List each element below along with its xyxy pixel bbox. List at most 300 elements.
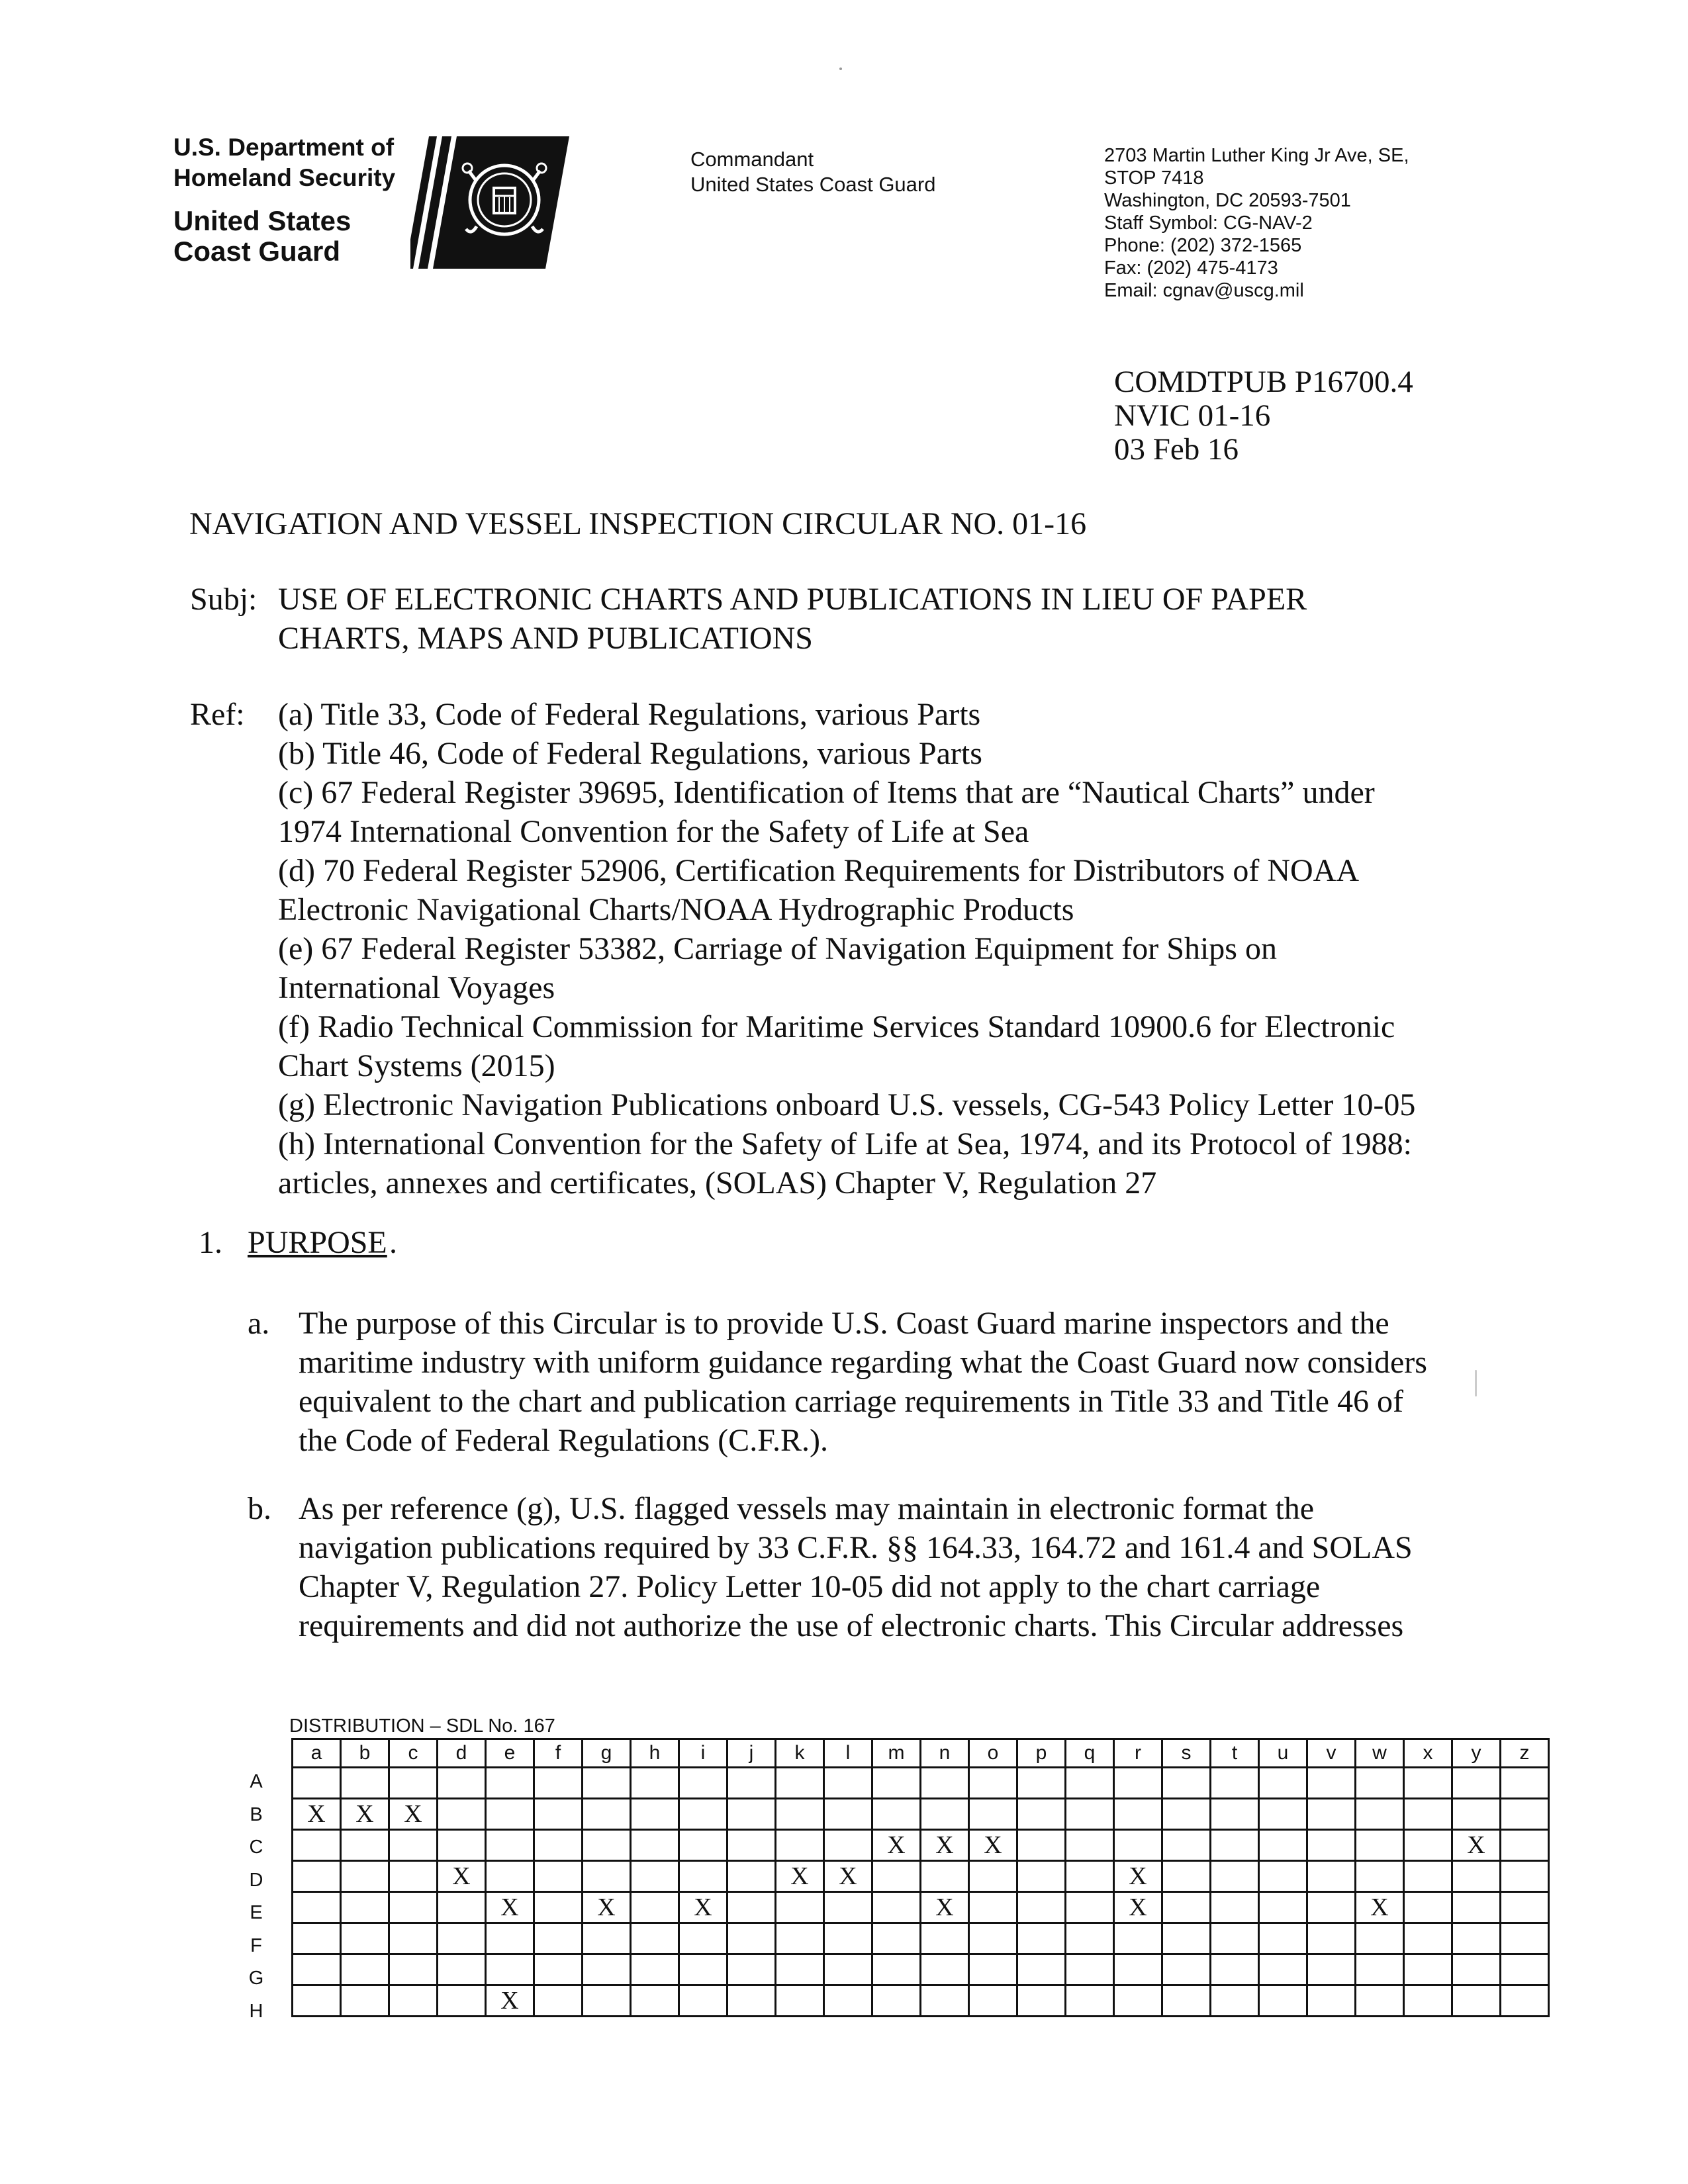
distribution-cell [1114,1954,1162,1985]
circular-title: NAVIGATION AND VESSEL INSPECTION CIRCULAR NO. 01-16 [189,506,1087,541]
distribution-cell [1501,1799,1549,1830]
distribution-cell [969,1923,1017,1954]
distribution-cell [486,1799,534,1830]
paragraph-line: Chapter V, Regulation 27. Policy Letter 10-05 did not apply to the chart carriage [299,1569,1321,1604]
distribution-column-v: v [1307,1739,1356,1768]
address-line: Staff Symbol: CG-NAV-2 [1104,212,1313,234]
distribution-cell [341,1830,389,1861]
distribution-cell: X [679,1892,727,1923]
paragraph-line: navigation publications required by 33 C.F.R. §§ 164.33, 164.72 and 161.4 and SOLAS [299,1530,1413,1565]
agency-line2: Homeland Security [173,164,396,191]
distribution-cell [438,1892,486,1923]
nvic-number: NVIC 01-16 [1114,398,1271,433]
reference-item [278,773,1496,851]
distribution-cell [824,1768,872,1799]
distribution-cell [389,1985,438,2017]
distribution-cell [1017,1830,1066,1861]
distribution-cell [824,1985,872,2017]
distribution-column-n: n [921,1739,969,1768]
reference-line: (g) Electronic Navigation Publications onboard U.S. vessels, CG-543 Policy Letter 10-05 [278,1087,1416,1122]
reference-line: International Voyages [278,970,555,1005]
distribution-cell [438,1985,486,2017]
distribution-cell [1162,1923,1211,1954]
distribution-row-C [293,1830,1549,1861]
distribution-cell [486,1954,534,1985]
distribution-column-e: e [486,1739,534,1768]
distribution-cell [1259,1954,1307,1985]
distribution-cell: X [389,1799,438,1830]
distribution-cell [534,1985,583,2017]
distribution-cell [486,1861,534,1892]
distribution-column-s: s [1162,1739,1211,1768]
distribution-cell [583,1768,631,1799]
distribution-row-label: B [250,1803,263,1825]
distribution-cell [1404,1830,1452,1861]
distribution-column-r: r [1114,1739,1162,1768]
distribution-cell [1356,1861,1404,1892]
distribution-column-u: u [1259,1739,1307,1768]
distribution-column-t: t [1211,1739,1259,1768]
distribution-row-B [293,1799,1549,1830]
distribution-column-o: o [969,1739,1017,1768]
distribution-cell [583,1830,631,1861]
distribution-column-x: x [1404,1739,1452,1768]
reference-line: (h) International Convention for the Safety of Life at Sea, 1974, and its Protocol of 1988: [278,1126,1412,1161]
reference-item [278,929,1496,1007]
distribution-cell [679,1830,727,1861]
distribution-cell [1356,1985,1404,2017]
distribution-cell [1307,1830,1356,1861]
distribution-row-label: C [249,1837,263,1858]
distribution-cell [1259,1923,1307,1954]
references-label: Ref: [190,697,245,732]
distribution-cell [1501,1923,1549,1954]
distribution-cell [1259,1768,1307,1799]
distribution-cell [389,1892,438,1923]
distribution-cell [1162,1830,1211,1861]
distribution-cell [872,1892,921,1923]
distribution-cell [631,1799,679,1830]
coast-guard-logo [410,136,569,269]
reference-line: (f) Radio Technical Commission for Maritime Services Standard 10900.6 for Electronic [278,1009,1395,1044]
distribution-cell: X [1356,1892,1404,1923]
distribution-cell [1114,1830,1162,1861]
address-line: Phone: (202) 372-1565 [1104,235,1302,256]
distribution-cell [1211,1830,1259,1861]
reference-item [278,1085,1496,1124]
distribution-cell [679,1861,727,1892]
service-line1: United States [173,205,352,236]
distribution-cell [1307,1799,1356,1830]
paragraph-line: maritime industry with uniform guidance regarding what the Coast Guard now considers [299,1345,1427,1380]
distribution-cell [293,1830,341,1861]
section-heading-period: . [389,1225,397,1260]
distribution-cell [583,1799,631,1830]
distribution-column-p: p [1017,1739,1066,1768]
distribution-cell [1501,1954,1549,1985]
distribution-cell [872,1985,921,2017]
distribution-cell: X [341,1799,389,1830]
distribution-cell [1307,1923,1356,1954]
subject-label: Subj: [190,582,258,617]
distribution-cell [1501,1861,1549,1892]
distribution-column-m: m [872,1739,921,1768]
comdtpub-number: COMDTPUB P16700.4 [1114,365,1413,399]
distribution-cell [1452,1768,1501,1799]
distribution-cell [727,1768,776,1799]
distribution-cell [969,1892,1017,1923]
distribution-cell [583,1861,631,1892]
references-list [278,695,1496,1203]
distribution-cell [1017,1985,1066,2017]
paragraph-a-label: a. [248,1306,270,1341]
distribution-cell [1404,1985,1452,2017]
distribution-cell [921,1768,969,1799]
address-block [1104,144,1409,302]
address-line: STOP 7418 [1104,167,1204,189]
distribution-cell [293,1923,341,1954]
reference-item [278,734,1496,773]
distribution-cell [1114,1799,1162,1830]
distribution-cell [1404,1892,1452,1923]
distribution-cell [534,1768,583,1799]
distribution-cell [341,1892,389,1923]
distribution-cell: X [1114,1892,1162,1923]
distribution-row-A [293,1768,1549,1799]
distribution-cell [1017,1799,1066,1830]
distribution-cell [583,1954,631,1985]
reference-line: (b) Title 46, Code of Federal Regulations, various Parts [278,736,982,771]
distribution-cell [631,1830,679,1861]
distribution-cell [824,1799,872,1830]
distribution-cell [776,1985,824,2017]
distribution-cell [969,1861,1017,1892]
publication-info [1114,365,1413,467]
distribution-cell [1211,1892,1259,1923]
distribution-cell [679,1799,727,1830]
distribution-cell [534,1861,583,1892]
distribution-cell [534,1830,583,1861]
reference-line: Chart Systems (2015) [278,1048,555,1083]
distribution-cell [1307,1954,1356,1985]
distribution-cell [1211,1768,1259,1799]
distribution-cell: X [776,1861,824,1892]
distribution-cell [824,1923,872,1954]
distribution-column-w: w [1356,1739,1404,1768]
distribution-cell [921,1923,969,1954]
distribution-cell [1066,1892,1114,1923]
distribution-column-g: g [583,1739,631,1768]
distribution-cell [1356,1830,1404,1861]
distribution-cell [486,1923,534,1954]
distribution-cell [727,1830,776,1861]
distribution-cell [1211,1954,1259,1985]
distribution-cell [776,1954,824,1985]
distribution-cell [534,1923,583,1954]
distribution-cell [631,1861,679,1892]
distribution-cell [727,1923,776,1954]
distribution-cell [969,1768,1017,1799]
scan-mark [1475,1370,1477,1396]
distribution-cell [341,1768,389,1799]
distribution-cell [1259,1861,1307,1892]
distribution-column-d: d [438,1739,486,1768]
reference-item [278,695,1496,734]
distribution-cell [1211,1985,1259,2017]
distribution-cell [389,1923,438,1954]
distribution-cell [341,1923,389,1954]
distribution-cell [1404,1923,1452,1954]
address-line: 2703 Martin Luther King Jr Ave, SE, [1104,145,1409,166]
distribution-cell [1066,1985,1114,2017]
distribution-cell [631,1985,679,2017]
distribution-cell [969,1799,1017,1830]
reference-line: (e) 67 Federal Register 53382, Carriage of Navigation Equipment for Ships on [278,931,1277,966]
distribution-cell [1066,1954,1114,1985]
commandant-line2: United States Coast Guard [690,173,936,196]
distribution-column-i: i [679,1739,727,1768]
reference-line: (d) 70 Federal Register 52906, Certification Requirements for Distributors of NOAA [278,853,1359,888]
agency-block [173,132,395,267]
distribution-cell [1452,1799,1501,1830]
distribution-cell [1066,1768,1114,1799]
distribution-cell [631,1923,679,1954]
commandant-block [690,147,935,197]
distribution-cell: X [1114,1861,1162,1892]
distribution-cell [438,1923,486,1954]
distribution-table [291,1738,1550,2017]
distribution-cell [1162,1954,1211,1985]
distribution-cell [727,1892,776,1923]
distribution-cell [776,1830,824,1861]
distribution-cell [1017,1861,1066,1892]
distribution-cell [1259,1985,1307,2017]
distribution-cell [1501,1830,1549,1861]
distribution-row-G [293,1954,1549,1985]
distribution-cell [1211,1923,1259,1954]
distribution-cell [486,1830,534,1861]
distribution-row-F [293,1923,1549,1954]
distribution-cell [1162,1892,1211,1923]
section-number: 1. [199,1225,222,1260]
reference-line: articles, annexes and certificates, (SOLAS) Chapter V, Regulation 27 [278,1165,1157,1201]
reference-line: 1974 International Convention for the Safety of Life at Sea [278,814,1029,849]
distribution-column-z: z [1501,1739,1549,1768]
paragraph-line: the Code of Federal Regulations (C.F.R.). [299,1423,829,1458]
distribution-cell [293,1954,341,1985]
distribution-cell [1307,1768,1356,1799]
distribution-cell [583,1923,631,1954]
distribution-cell [1501,1892,1549,1923]
distribution-cell [438,1830,486,1861]
distribution-cell [1211,1861,1259,1892]
distribution-cell [1066,1861,1114,1892]
section-heading: PURPOSE [248,1225,387,1260]
distribution-cell: X [486,1985,534,2017]
distribution-cell [727,1861,776,1892]
distribution-cell [727,1954,776,1985]
distribution-cell [872,1861,921,1892]
distribution-cell [438,1954,486,1985]
distribution-cell: X [486,1892,534,1923]
distribution-cell [1211,1799,1259,1830]
distribution-cell [1501,1768,1549,1799]
distribution-cell [1452,1923,1501,1954]
distribution-column-f: f [534,1739,583,1768]
distribution-cell [1259,1830,1307,1861]
distribution-header-row [293,1739,1549,1768]
subject-line: USE OF ELECTRONIC CHARTS AND PUBLICATIONS IN LIEU OF PAPER [278,582,1307,617]
distribution-cell [1307,1892,1356,1923]
distribution-cell [389,1954,438,1985]
distribution-cell [1162,1985,1211,2017]
distribution-cell [341,1954,389,1985]
distribution-cell [1452,1892,1501,1923]
paragraph-line: requirements and did not authorize the use of electronic charts. This Circular addresses [299,1608,1404,1643]
distribution-cell [1356,1923,1404,1954]
distribution-column-k: k [776,1739,824,1768]
distribution-cell [921,1861,969,1892]
distribution-cell [824,1830,872,1861]
distribution-cell [631,1892,679,1923]
commandant-line1: Commandant [690,148,814,171]
distribution-cell: X [921,1892,969,1923]
distribution-cell [1066,1830,1114,1861]
distribution-cell [969,1985,1017,2017]
distribution-cell [1404,1768,1452,1799]
distribution-cell [1066,1923,1114,1954]
distribution-cell: X [583,1892,631,1923]
distribution-cell [1452,1985,1501,2017]
distribution-column-y: y [1452,1739,1501,1768]
distribution-column-h: h [631,1739,679,1768]
distribution-cell [1259,1799,1307,1830]
distribution-cell [293,1768,341,1799]
distribution-cell [1017,1954,1066,1985]
paragraph-line: equivalent to the chart and publication carriage requirements in Title 33 and Title 46 of [299,1384,1403,1419]
distribution-cell [1404,1799,1452,1830]
distribution-cell [341,1861,389,1892]
distribution-row-label: G [248,1968,264,1989]
distribution-cell [1501,1985,1549,2017]
distribution-cell: X [824,1861,872,1892]
distribution-cell [293,1892,341,1923]
reference-item [278,1007,1496,1085]
distribution-cell [727,1985,776,2017]
distribution-cell [921,1799,969,1830]
reference-line: (c) 67 Federal Register 39695, Identification of Items that are “Nautical Charts” under [278,775,1375,810]
distribution-cell [872,1954,921,1985]
distribution-cell: X [438,1861,486,1892]
subject-text [278,580,1470,658]
distribution-column-q: q [1066,1739,1114,1768]
distribution-cell [631,1954,679,1985]
distribution-cell [824,1954,872,1985]
distribution-cell [583,1985,631,2017]
distribution-cell [486,1768,534,1799]
distribution-cell: X [921,1830,969,1861]
subject-line: CHARTS, MAPS AND PUBLICATIONS [278,621,813,656]
distribution-column-l: l [824,1739,872,1768]
distribution-column-b: b [341,1739,389,1768]
distribution-cell [1114,1985,1162,2017]
distribution-cell [1452,1861,1501,1892]
distribution-cell [1259,1892,1307,1923]
distribution-cell [438,1768,486,1799]
address-line: Fax: (202) 475-4173 [1104,257,1278,279]
distribution-cell [824,1892,872,1923]
distribution-cell [776,1768,824,1799]
distribution-cell [1017,1768,1066,1799]
distribution-cell [776,1799,824,1830]
distribution-cell [534,1954,583,1985]
reference-item [278,851,1496,929]
scan-speck [839,68,842,70]
distribution-cell [389,1830,438,1861]
distribution-cell [1114,1768,1162,1799]
distribution-cell: X [872,1830,921,1861]
paragraph-line: The purpose of this Circular is to provide U.S. Coast Guard marine inspectors and the [299,1306,1389,1341]
distribution-cell [1017,1923,1066,1954]
distribution-cell [1307,1985,1356,2017]
distribution-cell [389,1861,438,1892]
distribution-row-label: A [250,1771,263,1792]
distribution-cell [1307,1861,1356,1892]
reference-line: (a) Title 33, Code of Federal Regulations, various Parts [278,697,981,732]
distribution-cell [1066,1799,1114,1830]
distribution-row-H [293,1985,1549,2017]
paragraph-a [299,1304,1483,1460]
distribution-cell [776,1923,824,1954]
distribution-cell [872,1768,921,1799]
distribution-cell [1404,1954,1452,1985]
distribution-cell [679,1985,727,2017]
distribution-cell [1162,1799,1211,1830]
distribution-cell [1356,1799,1404,1830]
distribution-row-D [293,1861,1549,1892]
distribution-column-a: a [293,1739,341,1768]
distribution-row-label: E [250,1902,263,1923]
address-line: Washington, DC 20593-7501 [1104,190,1351,211]
distribution-cell [679,1954,727,1985]
distribution-cell: X [1452,1830,1501,1861]
address-line: Email: cgnav@uscg.mil [1104,280,1304,301]
distribution-cell [1356,1954,1404,1985]
distribution-cell [1404,1861,1452,1892]
paragraph-b [299,1489,1483,1645]
reference-line: Electronic Navigational Charts/NOAA Hydrographic Products [278,892,1074,927]
distribution-cell [679,1923,727,1954]
distribution-cell [534,1799,583,1830]
distribution-cell [1356,1768,1404,1799]
distribution-cell [534,1892,583,1923]
distribution-cell [921,1985,969,2017]
distribution-cell: X [969,1830,1017,1861]
distribution-cell [389,1768,438,1799]
distribution-cell [727,1799,776,1830]
distribution-cell [872,1923,921,1954]
distribution-title: DISTRIBUTION – SDL No. 167 [289,1715,555,1737]
distribution-cell [293,1861,341,1892]
agency-line1: U.S. Department of [173,134,395,161]
paragraph-b-label: b. [248,1491,271,1526]
distribution-cell: X [293,1799,341,1830]
distribution-cell [1162,1861,1211,1892]
distribution-cell [1114,1923,1162,1954]
distribution-cell [293,1985,341,2017]
distribution-row-label: D [249,1869,263,1891]
distribution-cell [679,1768,727,1799]
